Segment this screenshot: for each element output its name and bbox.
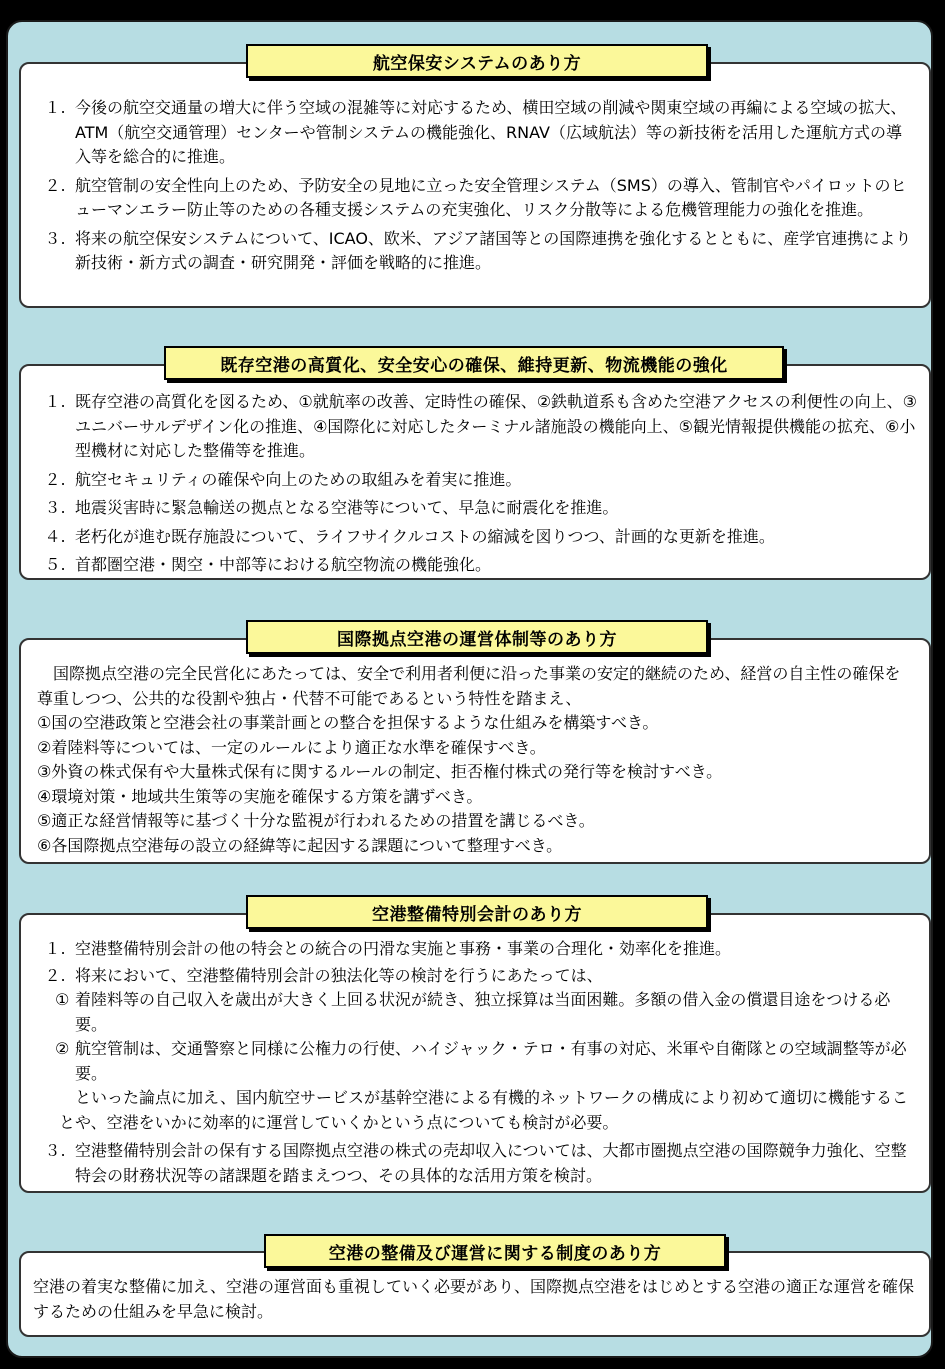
list-item [35, 496, 917, 521]
section-title: 空港の整備及び運営に関する制度のあり方 [264, 1234, 726, 1268]
item-text: 今後の航空交通量の増大に伴う空域の混雑等に対応するため、横田空域の削減や関東空域の再編による空域の拡大、ATM（航空交通管理）センターや管制システムの機能強化、RNAV（広域航法）等の新技術を活用した運航方式の導入等を総合的に推進。 [75, 98, 907, 166]
point-line: ③外資の株式保有や大量株式保有に関するルールの制定、拒否権付株式の発行等を検討すべき。 [37, 762, 723, 781]
point-line: ②着陸料等については、一定のルールにより適正な水準を確保すべき。 [37, 737, 546, 757]
section-title: 空港整備特別会計のあり方 [246, 895, 708, 929]
list-item [35, 525, 917, 550]
sub-item [55, 988, 917, 1037]
item-number: ５. [44, 555, 66, 574]
item-text: 既存空港の高質化を図るため、①就航率の改善、定時性の確保、②鉄軌道系も含めた空港アクセスの利便性の向上、③ユニバーサルデザイン化の推進、④国際化に対応したターミナル諸施設の機能向上、⑤観光情報提供機能の拡充、⑥小型機材に対応した整備等を推進。 [75, 392, 917, 460]
sub-item-number: ② [55, 1039, 70, 1058]
point-line: ①国の空港政策と空港会社の事業計画との整合を担保するような仕組みを構築すべき。 [37, 713, 659, 732]
list-item [35, 964, 917, 989]
section-title: 既存空港の高質化、安全安心の確保、維持更新、物流機能の強化 [164, 346, 784, 380]
section-title: 国際拠点空港の運営体制等のあり方 [246, 620, 708, 654]
item-number: １. [44, 98, 66, 117]
list-item [35, 468, 917, 493]
item-text: 老朽化が進む既存施設について、ライフサイクルコストの縮減を図りつつ、計画的な更新を推進。 [75, 526, 775, 546]
sub-item-number: ① [55, 990, 70, 1009]
item-text: 空港整備特別会計の他の特会との統合の円滑な実施と事務・事業の合理化・効率化を推進。 [75, 939, 732, 958]
list-item [35, 96, 917, 170]
item-number: ２. [44, 965, 66, 985]
point-line: ④環境対策・地域共生策等の実施を確保する方策を講ずべき。 [37, 786, 483, 806]
item-number: ３. [44, 1141, 66, 1160]
section-title: 航空保安システムのあり方 [246, 44, 708, 78]
sub-item-text: 航空管制は、交通警察と同様に公権力の行使、ハイジャック・テロ・有事の対応、米軍や自衛隊との空域調整等が必要。 [75, 1039, 907, 1083]
section-air-navigation-panel [19, 62, 931, 308]
item-number: ２. [44, 469, 66, 489]
item-number: １. [44, 939, 66, 958]
item-text: 将来において、空港整備特別会計の独法化等の検討を行うにあたっては、 [75, 965, 603, 985]
body-paragraph: 空港の着実な整備に加え、空港の運営面も重視していく必要があり、国際拠点空港をはじめとする空港の適正な運営を確保するための仕組みを早急に検討。 [33, 1277, 914, 1321]
section-international-airports-panel [19, 638, 931, 864]
list-item [35, 174, 917, 223]
list-item [35, 1139, 917, 1188]
item-text: 航空管制の安全性向上のため、予防安全の見地に立った安全管理システム（SMS）の導入、管制官やパイロットのヒューマンエラー防止等のための各種支援システムの充実強化、リスク分散等による危機管理能力の強化を推進。 [75, 175, 907, 219]
tail-paragraph: といった論点に加え、国内航空サービスが基幹空港による有機的ネットワークの構成により初めて適切に機能することや、空港をいかに効率的に運営していくかという点についても検討が必要。 [59, 1088, 908, 1132]
item-text: 航空セキュリティの確保や向上のための取組みを着実に推進。 [75, 469, 522, 489]
item-text: 地震災害時に緊急輸送の拠点となる空港等について、早急に耐震化を推進。 [75, 498, 619, 517]
section-special-account-panel [19, 913, 931, 1193]
list-item [35, 227, 917, 276]
list-item [35, 937, 917, 962]
sub-item-text: 着陸料等の自己収入を歳出が大きく上回る状況が続き、独立採算は当面困難。多額の借入金の償還目途をつける必要。 [75, 990, 891, 1034]
item-number: ３. [44, 498, 66, 517]
list-item [35, 553, 917, 578]
sub-item [55, 1037, 917, 1086]
intro-paragraph: 国際拠点空港の完全民営化にあたっては、安全で利用者利便に沿った事業の安定的継続のため、経営の自主性の確保を尊重しつつ、公共的な役割や独占・代替不可能であるという特性を踏まえ、 [37, 664, 901, 708]
item-number: １. [44, 392, 66, 411]
item-number: ２. [44, 175, 66, 195]
list-item [35, 390, 917, 464]
section-existing-airports-panel [19, 364, 931, 580]
item-number: ４. [44, 526, 66, 546]
point-line: ⑥各国際拠点空港毎の設立の経緯等に起因する課題について整理すべき。 [37, 835, 563, 855]
item-text: 空港整備特別会計の保有する国際拠点空港の株式の売却収入については、大都市圏拠点空港の国際競争力強化、空整特会の財務状況等の諸課題を踏まえつつ、その具体的な活用方策を検討。 [75, 1141, 907, 1185]
item-text: 首都圏空港・関空・中部等における航空物流の機能強化。 [75, 555, 492, 574]
item-number: ３. [44, 228, 66, 248]
item-text: 将来の航空保安システムについて、ICAO、欧米、アジア諸国等との国際連携を強化するとともに、産学官連携により新技術・新方式の調査・研究開発・評価を戦略的に推進。 [75, 228, 912, 272]
point-line: ⑤適正な経営情報等に基づく十分な監視が行われるための措置を講じるべき。 [37, 811, 595, 830]
